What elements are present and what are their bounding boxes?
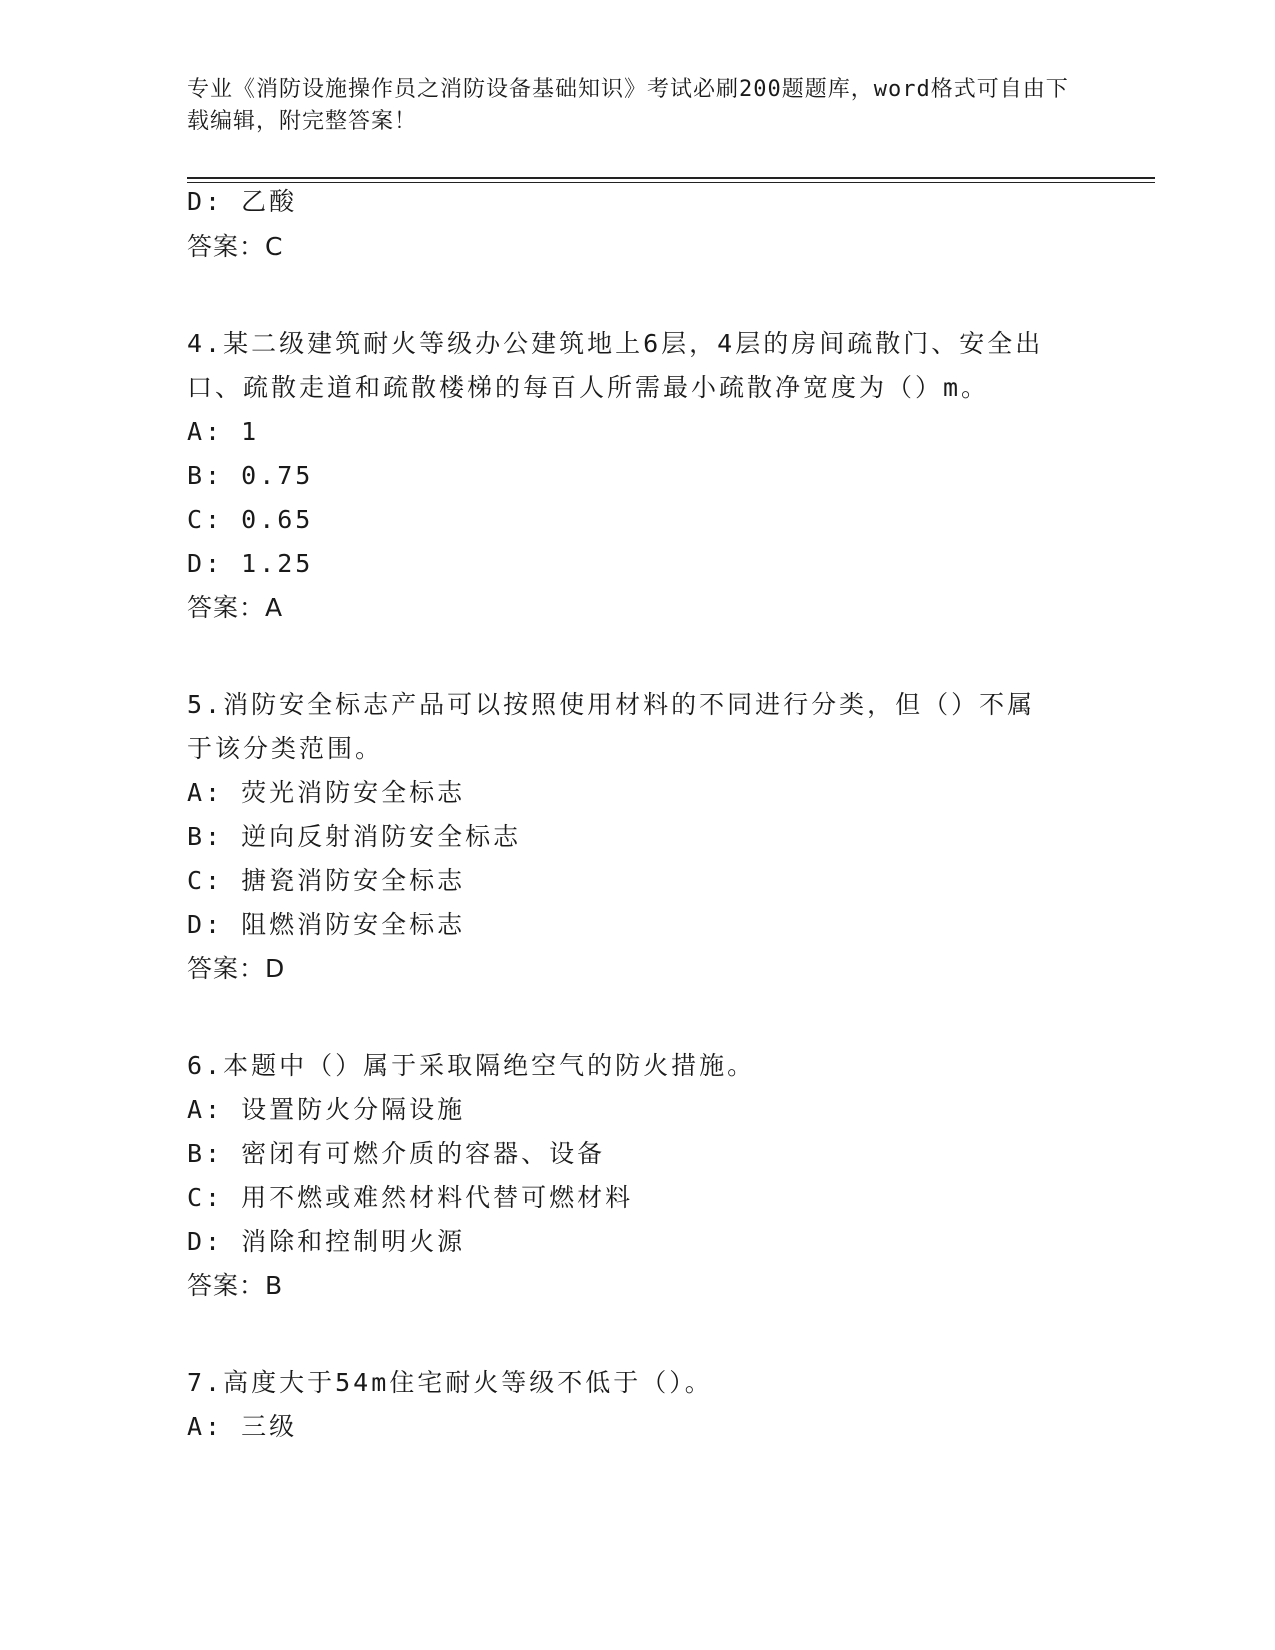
q6-option-b: B: 密闭有可燃介质的容器、设备	[187, 1139, 606, 1168]
q7-stem-line1: 7.高度大于54m住宅耐火等级不低于（）。	[187, 1368, 713, 1397]
q6-option-d: D: 消除和控制明火源	[187, 1227, 466, 1256]
document-header: 专业《消防设施操作员之消防设备基础知识》考试必刷200题题库，word格式可自由下载编辑，附完整答案！	[187, 77, 1069, 134]
q3-answer: 答案：C	[187, 232, 284, 261]
q5-option-d: D: 阻燃消防安全标志	[187, 910, 466, 939]
q5-option-a: A: 荧光消防安全标志	[187, 778, 466, 807]
q4-option-b: B: 0.75	[187, 461, 314, 490]
q6-answer: 答案：B	[187, 1271, 284, 1300]
q4-option-c: C: 0.65	[187, 505, 314, 534]
header-divider-thin	[187, 182, 1155, 183]
q4-stem-line2: 口、疏散走道和疏散楼梯的每百人所需最小疏散净宽度为（）m。	[187, 373, 990, 402]
q5-stem-line2: 于该分类范围。	[187, 734, 384, 763]
q6-stem-line1: 6.本题中（）属于采取隔绝空气的防火措施。	[187, 1051, 756, 1080]
q5-option-b: B: 逆向反射消防安全标志	[187, 822, 522, 851]
q5-stem-line1: 5.消防安全标志产品可以按照使用材料的不同进行分类，但（）不属	[187, 690, 1036, 719]
q6-option-a: A: 设置防火分隔设施	[187, 1095, 466, 1124]
q5-answer: 答案：D	[187, 954, 286, 983]
q4-answer: 答案：A	[187, 593, 284, 622]
q7-option-a: A: 三级	[187, 1412, 298, 1441]
q6-option-c: C: 用不燃或难然材料代替可燃材料	[187, 1183, 634, 1212]
header-divider-thick	[187, 177, 1155, 179]
q3-option-d: D: 乙酸	[187, 187, 298, 216]
q4-option-d: D: 1.25	[187, 549, 314, 578]
q5-option-c: C: 搪瓷消防安全标志	[187, 866, 466, 895]
q4-option-a: A: 1	[187, 417, 260, 446]
q4-stem-line1: 4.某二级建筑耐火等级办公建筑地上6层，4层的房间疏散门、安全出	[187, 329, 1044, 358]
